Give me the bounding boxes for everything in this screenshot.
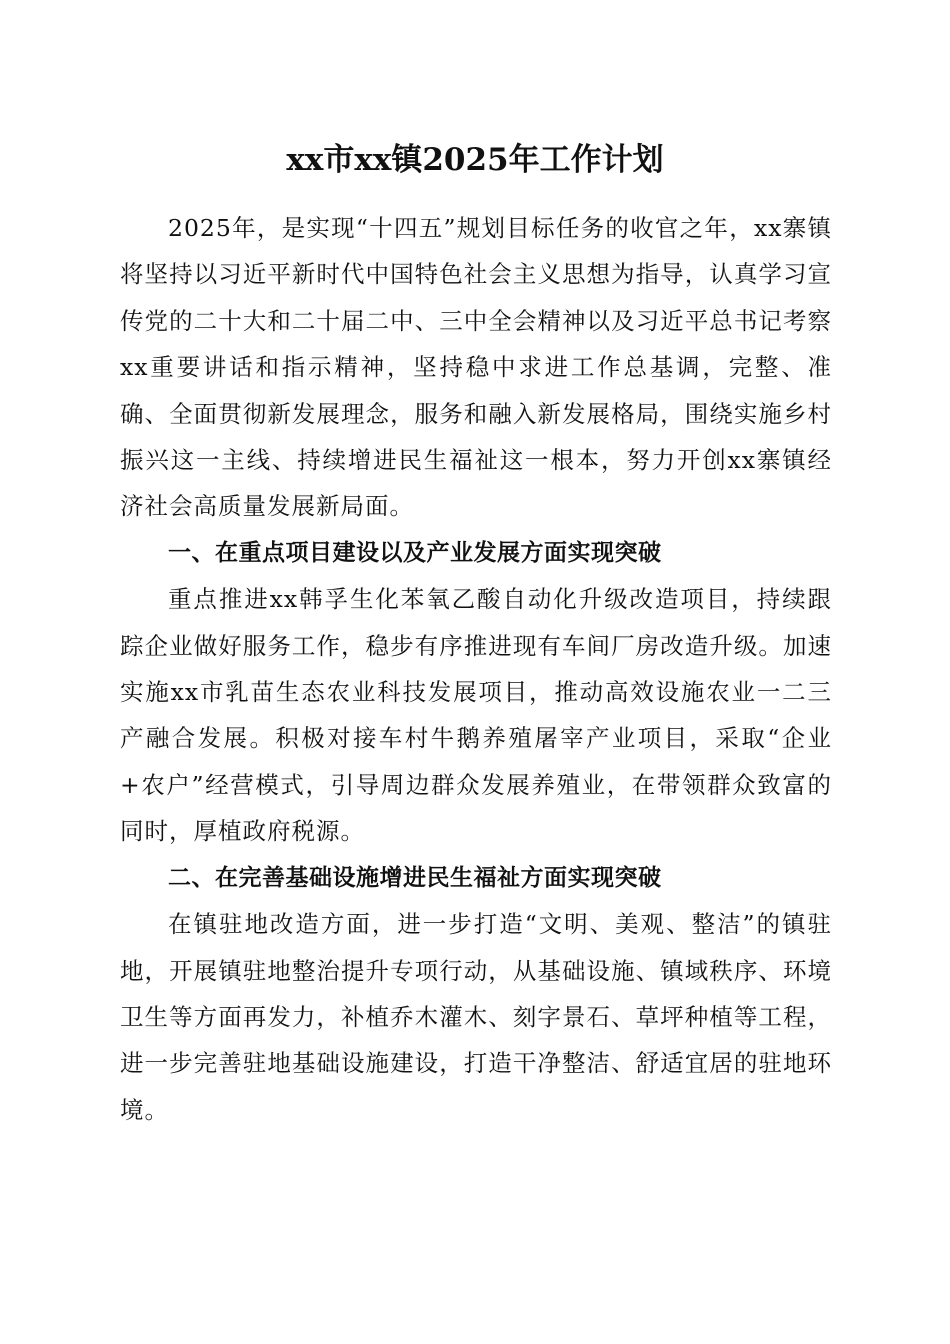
document-body	[120, 205, 832, 1133]
document-title: xx市xx镇2025年工作计划	[286, 142, 664, 178]
section-1-heading: 一、在重点项目建设以及产业发展方面实现突破	[168, 539, 662, 566]
intro-paragraph: 2025年，是实现“十四五”规划目标任务的收官之年，xx寨镇将坚持以习近平新时代中国特色社会主义思想为指导，认真学习宣传党的二十大和二十届二中、三中全会精神以及习近平总书记考察xx重要讲话和指示精神，坚持稳中求进工作总基调，完整、准确、全面贯彻新发展理念，服务和融入新发展格局，围绕实施乡村振兴这一主线、持续增进民生福祉这一根本，努力开创xx寨镇经济社会高质量发展新局面。	[120, 214, 832, 521]
section-2-paragraph: 在镇驻地改造方面，进一步打造“文明、美观、整洁”的镇驻地，开展镇驻地整治提升专项行动，从基础设施、镇域秩序、环境卫生等方面再发力，补植乔木灌木、刻字景石、草坪种植等工程，进一步完善驻地基础设施建设，打造干净整洁、舒适宜居的驻地环境。	[120, 910, 832, 1124]
section-2-heading: 二、在完善基础设施增进民生福祉方面实现突破	[168, 864, 662, 891]
section-1-paragraph: 重点推进xx韩孚生化苯氧乙酸自动化升级改造项目，持续跟踪企业做好服务工作，稳步有序推进现有车间厂房改造升级。加速实施xx市乳苗生态农业科技发展项目，推动高效设施农业一二三产融合发展。积极对接车村牛鹅养殖屠宰产业项目，采取“企业+农户”经营模式，引导周边群众发展养殖业，在带领群众致富的同时，厚植政府税源。	[120, 585, 832, 846]
